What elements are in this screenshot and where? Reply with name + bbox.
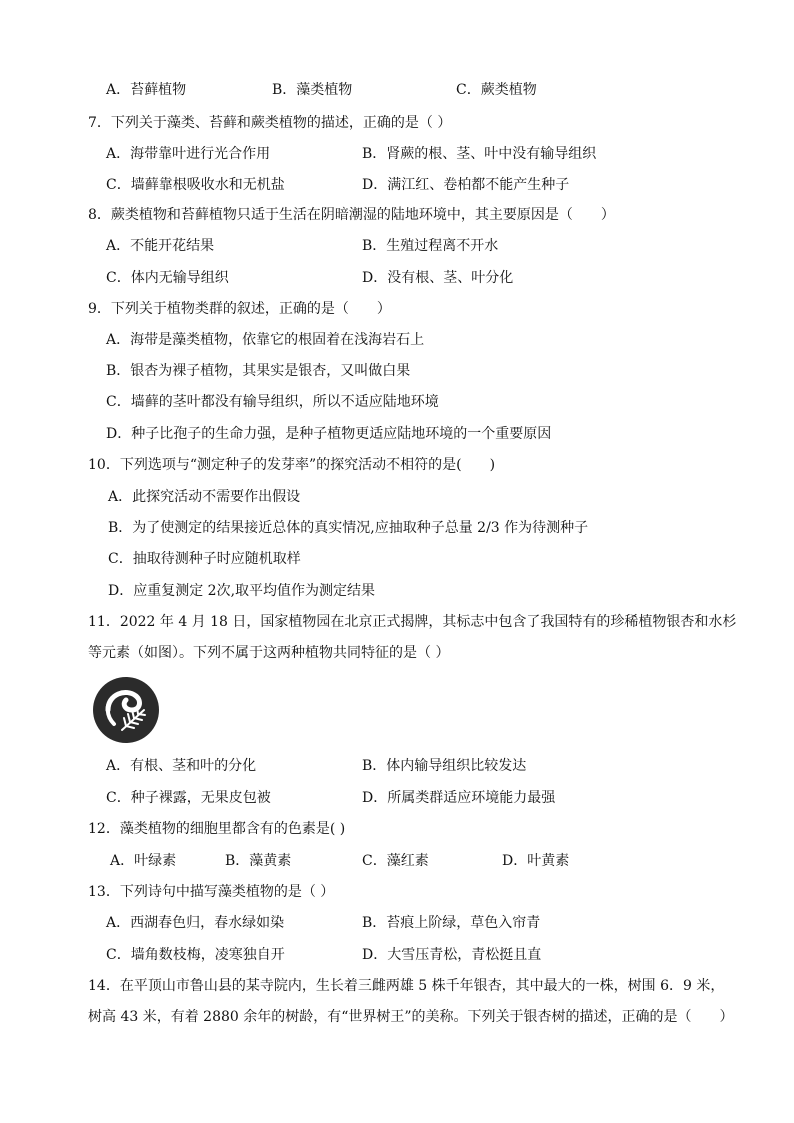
question-8-stem: 8．蕨类植物和苔藓植物只适于生活在阴暗潮湿的陆地环境中，其主要原因是（ ）: [88, 207, 615, 223]
question-8-option-d: D．没有根、茎、叶分化: [362, 270, 514, 286]
question-10-option-d: D．应重复测定 2次,取平均值作为测定结果: [108, 583, 376, 599]
question-12-stem: 12．藻类植物的细胞里都含有的色素是( ): [88, 821, 346, 837]
question-8-option-a: A．不能开花结果: [106, 238, 215, 254]
question-11-option-a: A．有根、茎和叶的分化: [106, 758, 257, 774]
question-10-stem: 10．下列选项与“测定种子的发芽率”的探究活动不相符的是( ): [88, 457, 496, 473]
option-b: B．藻类植物: [272, 82, 353, 98]
question-8-option-b: B．生殖过程离不开水: [362, 238, 499, 254]
question-9-option-a: A．海带是藻类植物，依靠它的根固着在浅海岩石上: [106, 332, 425, 348]
question-12-option-a: A．叶绿素: [110, 853, 177, 869]
question-13-option-d: D．大雪压青松，青松挺且直: [362, 947, 542, 963]
question-7-option-d: D．满江红、卷柏都不能产生种子: [362, 177, 570, 193]
question-10-option-c: C．抽取待测种子时应随机取样: [108, 551, 301, 567]
question-11-option-c: C．种子裸露，无果皮包被: [106, 790, 271, 806]
question-7-option-c: C．墙藓靠根吸收水和无机盐: [106, 177, 285, 193]
national-botanical-garden-logo-image: [92, 676, 160, 744]
question-8-option-c: C．体内无输导组织: [106, 270, 229, 286]
question-11-option-b: B．体内输导组织比较发达: [362, 758, 527, 774]
question-12-option-b: B．藻黄素: [225, 853, 292, 869]
question-13-stem: 13．下列诗句中描写藻类植物的是（ ）: [88, 884, 335, 900]
question-7-option-a: A．海带靠叶进行光合作用: [106, 146, 271, 162]
option-a: A．苔藓植物: [106, 82, 187, 98]
question-10-option-a: A．此探究活动不需要作出假设: [108, 489, 301, 505]
question-10-option-b: B．为了使测定的结果接近总体的真实情况,应抽取种子总量 2/3 作为待测种子: [108, 520, 589, 536]
question-9-option-c: C．墙藓的茎叶都没有输导组织，所以不适应陆地环境: [106, 394, 439, 410]
question-11-option-d: D．所属类群适应环境能力最强: [362, 790, 556, 806]
question-13-option-a: A．西湖春色归，春水绿如染: [106, 915, 285, 931]
question-12-option-c: C．藻红素: [362, 853, 429, 869]
question-13-option-b: B．苔痕上阶绿，草色入帘青: [362, 915, 541, 931]
question-14-stem-line-1: 14．在平顶山市鲁山县的某寺院内，生长着三雌两雄 5 株千年银杏，其中最大的一株，树围 6．9 米，: [88, 978, 725, 994]
question-14-stem-line-2: 树高 43 米，有着 2880 余年的树龄，有“世界树王”的美称。下列关于银杏树的描述，正确的是（ ）: [88, 1009, 734, 1025]
question-9-option-b: B．银杏为裸子植物，其果实是银杏，又叫做白果: [106, 363, 411, 379]
question-11-stem-line-1: 11．2022 年 4 月 18 日，国家植物园在北京正式揭牌，其标志中包含了我国特有的珍稀植物银杏和水杉: [88, 614, 737, 630]
question-9-option-d: D．种子比孢子的生命力强，是种子植物更适应陆地环境的一个重要原因: [106, 426, 552, 442]
question-13-option-c: C．墙角数枝梅，凌寒独自开: [106, 947, 285, 963]
question-9-stem: 9．下列关于植物类群的叙述，正确的是（ ）: [88, 301, 391, 317]
question-7-stem: 7．下列关于藻类、苔藓和蕨类植物的描述，正确的是（ ）: [88, 115, 452, 131]
question-12-option-d: D．叶黄素: [502, 853, 570, 869]
question-7-option-b: B．肾蕨的根、茎、叶中没有输导组织: [362, 146, 597, 162]
question-11-stem-line-2: 等元素（如图）。下列不属于这两种植物共同特征的是（ ）: [88, 645, 450, 661]
option-c: C．蕨类植物: [456, 82, 537, 98]
